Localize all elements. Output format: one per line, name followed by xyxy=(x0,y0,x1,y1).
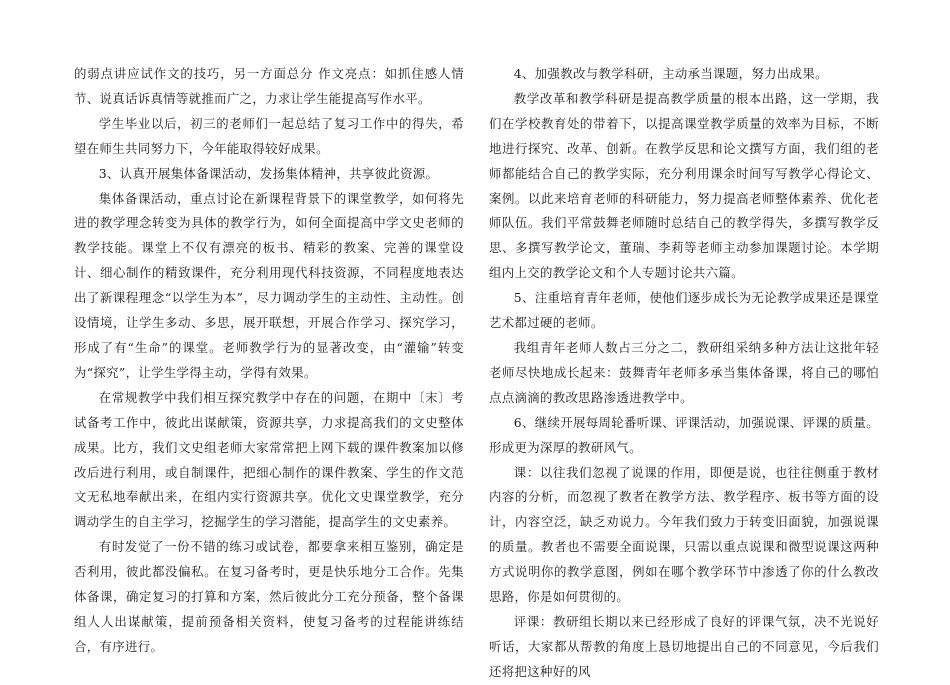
paragraph-graduation-summary: 学生毕业以后，初三的老师们一起总结了复习工作中的得失，希望在师生共同努力下，今年能取得较好成果。 xyxy=(74,115,464,156)
heading-weekly-lesson-observation: 6、继续开展每周轮番听课、评课活动，加强说课、评课的质量。形成更为深厚的教研风气。 xyxy=(489,414,879,455)
paragraph-routine-teaching-sharing: 在常规教学中我们相互探究教学中存在的问题，在期中〔末〕考试备考工作中，彼此出谋献策，资源共享，力求提高我们的文史整体成果。比方，我们文史组老师大家常常把上网下载的课件教案加以修改后进行利用，或自制课件，把细心制作的课件教案、学生的作文范文无私地奉献出来，在组内实行资源共享。优化文史课堂教学，充分调动学生的自主学习，挖掘学生的学习潜能，提高学生的文史素养。 xyxy=(74,389,464,530)
paragraph-exam-review-cooperation: 有时发觉了一份不错的练习或试卷，都要拿来相互鉴别，确定是否利用，彼此都没偏私。在复习备考时，更是快乐地分工合作。先集体备课，确定复习的打算和方案，然后彼此分工充分预备，整个备课组人人出谋献策，提前预备相关资料，使复习备考的过程能讲练结合，有序进行。 xyxy=(74,539,464,654)
right-text-column xyxy=(489,62,879,685)
heading-teaching-reform-research: 4、加强教改与教学科研，主动承当课题，努力出成果。 xyxy=(513,66,828,81)
paragraph-lesson-presentation: 课：以往我们忽视了说课的作用，即便是说，也往往侧重于教材内容的分析，而忽视了教者在教学方法、教学程序、板书等方面的设计，内容空泛，缺乏劝说力。今年我们致力于转变旧面貌，加强说课的质量。教者也不需要全面说课，只需以重点说课和微型说课这两种方式说明你的教学意图，例如在哪个教学环节中渗透了你的什么教改思路，你是如何贯彻的。 xyxy=(489,464,879,605)
left-text-column xyxy=(74,62,464,660)
paragraph-young-teacher-details: 我组青年老师人数占三分之二，教研组采纳多种方法让这批年轻老师尽快地成长起来：鼓舞青年老师多承当集体备课，将自己的哪怕点点滴滴的教改思路渗透进教学中。 xyxy=(489,339,879,405)
paragraph-writing-skills-continued: 的弱点讲应试作文的技巧，另一方面总分 作文亮点：如抓住感人情节、说真话诉真情等就推而广之，力求让学生能提高写作水平。 xyxy=(74,66,464,106)
paragraph-teaching-research-details: 教学改革和教学科研是提高教学质量的根本出路，这一学期，我们在学校教育处的带着下，以提高课堂教学质量的效率为目标，不断地进行探究、改革、创新。在教学反思和论文撰写方面，我们组的老师都能结合自己的教学实际，充分利用课余时间写写教学心得论文、案例。以此来培育老师的科研能力，努力提高老师整体素养、优化老师队伍。我们平常鼓舞老师随时总结自己的教学得失，多撰写教学反思、多撰写教学论文，董瑞、李莉等老师主动参加课题讨论。本学期组内上交的教学论文和个人专题讨论共六篇。 xyxy=(489,90,879,281)
paragraph-collective-prep-details: 集体备课活动，重点讨论在新课程背景下的课堂教学，如何将先进的教学理念转变为具体的教学行为，如何全面提高中学文史老师的教学技能。课堂上不仅有漂亮的板书、精彩的教案、完善的课堂设计、细心制作的精致课件，充分利用现代科技资源，不同程度地表达出了新课程理念“以学生为本”，尽力调动学生的主动性、主动性。创设情境，让学生多动、多思，展开联想，开展合作学习、探究学习，形成了有“生命”的课堂。老师教学行为的显著改变，由“灌输”转变为“探究”，让学生学得主动，学得有效果。 xyxy=(74,190,464,380)
heading-collective-lesson-prep: 3、认真开展集体备课活动，发扬集体精神，共享彼此资源。 xyxy=(98,165,439,181)
paragraph-lesson-evaluation: 评课：教研组长期以来已经形成了良好的评课气氛，决不光说好听话，大家都从帮教的角度上恳切地提出自己的不同意见，今后我们还将把这种好的风 xyxy=(489,613,879,679)
heading-young-teacher-training: 5、注重培育青年老师，使他们逐步成长为无论教学成果还是课堂艺术都过硬的老师。 xyxy=(489,290,879,331)
